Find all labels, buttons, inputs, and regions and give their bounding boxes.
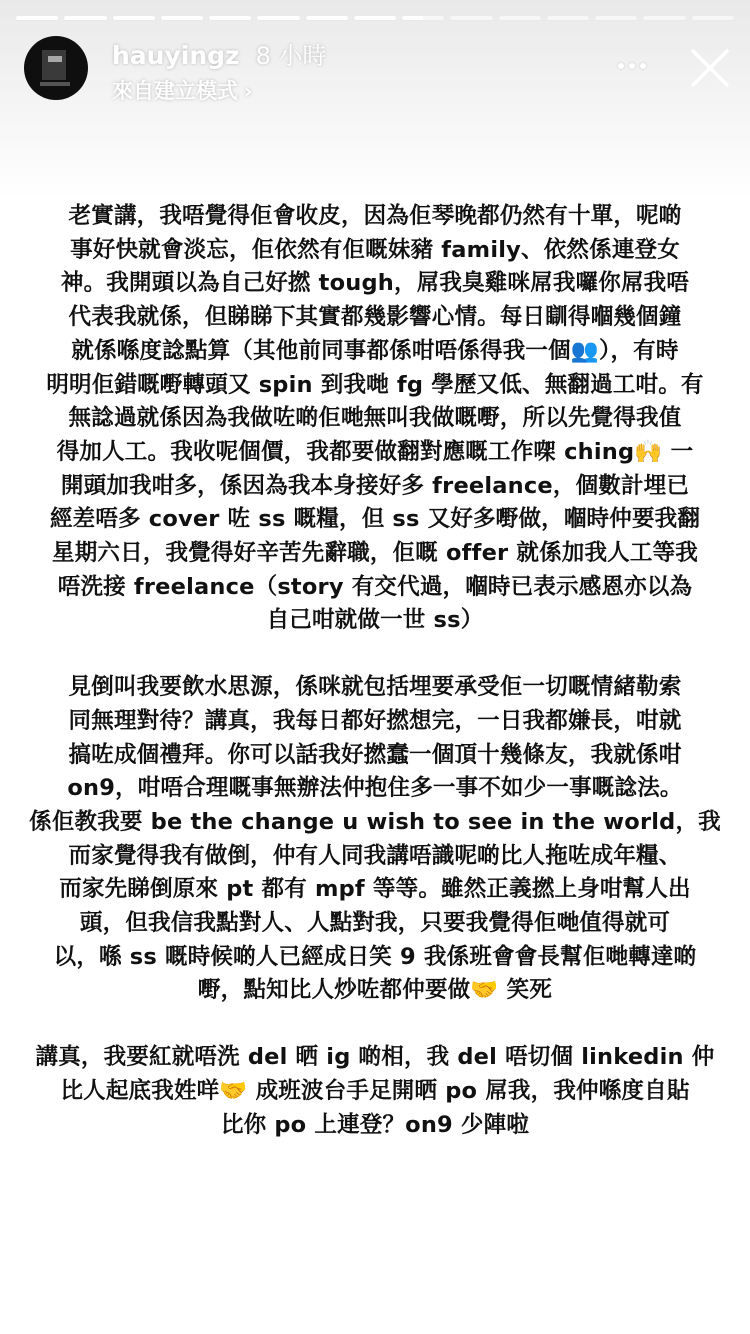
story-text-line: 代表我就係，但睇睇下其實都幾影響心情。每日瞓得嗰幾個鐘 [68, 304, 682, 331]
more-horizontal-icon[interactable] [612, 56, 652, 76]
story-paragraph [14, 200, 736, 638]
story-progress-segment [499, 16, 541, 20]
story-text-line: 無諗過就係因為我做咗啲佢哋無叫我做嘅嘢，所以先覺得我值 [68, 405, 682, 432]
more-dot [629, 63, 635, 69]
story-progress-segment [692, 16, 734, 20]
story-text-line: 唔洗接 freelance（story 有交代過，嗰時已表示感恩亦以為 [57, 573, 693, 600]
story-text [14, 200, 736, 1142]
story-text-line: on9，咁唔合理嘅事無辦法仲抱住多一事不如少一事嘅諗法。 [67, 775, 683, 802]
story-text-line: 就係喺度諗點算（其他前同事都係咁唔係得我一個👥），有時 [71, 337, 679, 364]
story-progress-segment [547, 16, 589, 20]
story-progress-segment [16, 16, 58, 20]
close-icon-svg [690, 48, 730, 88]
story-text-line: 同無理對待？講真，我每日都好撚想完，一日我都嫌長，咁就 [68, 707, 682, 734]
story-paragraph [14, 1041, 736, 1142]
story-text-line: 明明佢錯嘅嘢轉頭又 spin 到我哋 fg 學歷又低、無翻過工咁。有 [46, 371, 704, 398]
story-text-line: 開頭加我咁多，係因為我本身接好多 freelance，個數計埋已 [60, 472, 690, 499]
avatar-image-part [40, 82, 70, 86]
chevron-right-icon: › [244, 79, 253, 103]
more-dot [618, 63, 624, 69]
story-progress-segment [306, 16, 348, 20]
story-text-line: 講真，我要紅就唔洗 del 晒 ig 啲相，我 del 唔切個 linkedin 仲 [35, 1044, 715, 1071]
story-text-line: 而家先睇倒原來 pt 都有 mpf 等等。雖然正義撚上身咁幫人出 [59, 876, 691, 903]
story-header [112, 36, 326, 105]
avatar[interactable] [24, 36, 88, 100]
story-progress-segment [161, 16, 203, 20]
close-icon[interactable] [690, 48, 730, 88]
story-text-line: 搞咗成個禮拜。你可以話我好撚蠢一個頂十幾條友，我就係咁 [68, 741, 682, 768]
avatar-image-part [48, 56, 62, 62]
more-dot [640, 63, 646, 69]
story-progress-segment [595, 16, 637, 20]
story-progress-segment [257, 16, 299, 20]
story-text-line: 頭，但我信我點對人、人點對我，只要我覺得佢哋值得就可 [79, 910, 671, 937]
story-text-line: 老實講，我唔覺得佢會收皮，因為佢琴晚都仍然有十單，呢啲 [68, 203, 682, 229]
story-text-line: 係佢教我要 be the change u wish to see in the world，我 [29, 808, 721, 835]
story-text-line: 以，喺 ss 嘅時候啲人已經成日笑 9 我係班會會長幫佢哋轉達啲 [53, 943, 697, 970]
username[interactable]: hauyingz [112, 41, 240, 70]
story-text-line: 得加人工。我收呢個價，我都要做翻對應嘅工作㗎 ching🙌 一 [56, 438, 694, 465]
story-text-line: 比你 po 上連登？on9 少陣啦 [220, 1111, 530, 1138]
story-progress-segment [450, 16, 492, 20]
story-progress-segment [209, 16, 251, 20]
story-text-line: 自己咁就做一世 ss） [266, 607, 484, 634]
story-text-line: 星期六日，我覺得好辛苦先辭職，佢嘅 offer 就係加我人工等我 [52, 540, 698, 567]
story-text-line: 嘢，點知比人炒咗都仲要做🤝 笑死 [197, 977, 553, 1004]
story-progress-segment [113, 16, 155, 20]
story-text-line: 經差唔多 cover 咗 ss 嘅糧，但 ss 又好多嘢做，嗰時仲要我翻 [49, 506, 701, 533]
story-progress-segment [64, 16, 106, 20]
story-text-line: 比人起底我姓咩🤝 成班波台手足開晒 po 屌我，我仲喺度自貼 [60, 1077, 690, 1104]
create-mode-link[interactable] [112, 75, 326, 105]
story-paragraph [14, 671, 736, 1008]
story-progress-segment [402, 16, 444, 20]
story-text-line: 而家覺得我有做倒，仲有人同我講唔識呢啲比人拖咗成年糧、 [68, 842, 682, 869]
story-progress-segment [643, 16, 685, 20]
create-mode-label: 來自建立模式 [112, 79, 238, 103]
post-time: 8 小時 [255, 42, 327, 70]
story-progress-bar [16, 16, 734, 20]
story-text-line: 神。我開頭以為自己好撚 tough，屌我臭雞咪屌我囉你屌我唔 [60, 270, 690, 297]
avatar-image-part [42, 50, 66, 80]
story-text-line: 事好快就會淡忘，佢依然有佢嘅妹豬 family、依然係連登女 [70, 236, 680, 263]
story-text-line: 見倒叫我要飲水思源，係咪就包括埋要承受佢一切嘅情緒勒索 [68, 674, 682, 701]
story-progress-segment [354, 16, 396, 20]
